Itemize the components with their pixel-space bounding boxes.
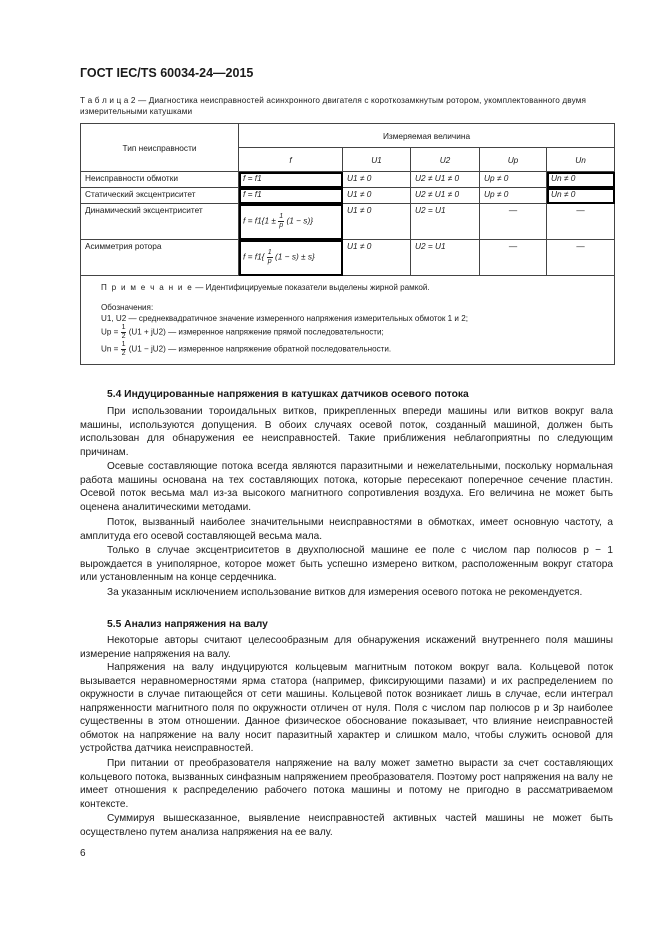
diagnostics-table [80, 123, 615, 365]
paragraph: При питании от преобразователя напряжение на валу может заметно вырасти за счет составляющих кольцевого потока, вызванных синфазным напряжением преобразователя. Поэтому рост напряжения на валу не имеет отношения к распределению рабочего потока машины и потому не пригодно в рассматриваемом контексте. [80, 758, 613, 810]
note-text: — Идентифицируемые показатели выделены жирной рамкой. [193, 283, 430, 292]
document-header: ГОСТ IEC/TS 60034-24—2015 [80, 66, 254, 80]
value-un: Un ≠ 0 [547, 172, 615, 188]
value-u2: U2 ≠ U1 ≠ 0 [411, 188, 480, 204]
fraction [121, 324, 127, 341]
header-un: Un [547, 148, 615, 172]
value-un: — [547, 240, 615, 276]
header-up: Up [480, 148, 547, 172]
value-up: — [480, 204, 547, 240]
designation-un-rhs: (U1 − jU2) — измеренное напряжение обратной последовательности. [128, 344, 392, 354]
fault-type-cell: Асимметрия ротора [81, 240, 239, 276]
header-measured-value: Измеряемая величина [239, 124, 615, 148]
fraction-numerator: 1 [279, 213, 284, 220]
fraction-denominator: p [267, 258, 272, 265]
table-note [81, 276, 615, 365]
formula-prefix: f = f1{1 ± [243, 215, 276, 226]
fraction-numerator: 1 [121, 341, 126, 348]
page-number: 6 [80, 848, 86, 859]
fraction-denominator: p [279, 222, 284, 229]
paragraph: При использовании тороидальных витков, прикрепленных впереди машины или витков вокруг вала машины, используются допущения. В обоих случаях осевой поток, созданный машиной, должен быть использован для обнаружения ее неисправностей. Такие приближения неблагоприятны по следующим причинам. [80, 406, 613, 458]
fault-type-cell: Динамический эксцентриситет [81, 204, 239, 240]
fraction [121, 341, 127, 358]
value-un: — [547, 204, 615, 240]
fault-type-cell: Статический эксцентриситет [81, 188, 239, 204]
value-u2: U2 = U1 [411, 204, 480, 240]
value-up: — [480, 240, 547, 276]
formula-suffix: (1 − s) ± s} [274, 251, 315, 262]
table-row [81, 204, 615, 240]
paragraph: Осевые составляющие потока всегда являются паразитными и нежелательными, поскольку нормальная работа машины основана на тех составляющих потока, которые пересекают поперечное сечение пластин. Осевой поток весьма мал из-за высокого магнитного сопротивления воздуха. Его величина не может быть оценена аналитическими методами. [80, 461, 613, 513]
value-u2: U2 = U1 [411, 240, 480, 276]
paragraph: Напряжения на валу индуцируются кольцевым магнитным потоком вокруг вала. Кольцевой поток вызывается неравномерностями ярма статора (например, фиксирующими пазами) и их распределением по окружности в случае питающейся от сети машины. Кольцевой поток возникает лишь в случае, если интеграл напряженности магнитного поля по окружности отличен от нуля. Поля с числом пар полюсов p и 3p наиболее существенны в этом отношении. Данное физическое обоснование показывает, что влияние неисправностей обмоток на напряжение на валу носит паразитный характер и слишком мало, чтобы служить основой для устройства датчика неисправностей. [80, 662, 613, 754]
paragraph: Только в случае эксцентриситетов в двухполюсной машине ее поле с числом пар полюсов p − 1 вырождается в униполярное, которое может быть успешно измерено витком, расположенным вокруг статора или установленным на конце сердечника. [80, 545, 613, 583]
designation-up-lhs: Up = [101, 327, 119, 337]
fault-type-cell: Неисправности обмотки [81, 172, 239, 188]
value-f [239, 204, 343, 240]
paragraph: Некоторые авторы считают целесообразным для обнаружения искажений внутреннего поля машины измерение напряжения на валу. [80, 635, 613, 660]
table-row [81, 188, 615, 204]
value-u2: U2 ≠ U1 ≠ 0 [411, 172, 480, 188]
section-title-5-5: 5.5 Анализ напряжения на валу [107, 619, 268, 630]
paragraph: Поток, вызванный наиболее значительными неисправностями в обмотках, имеет основную частоту, а амплитуда его осевой составляющей весьма мала. [80, 517, 613, 542]
table-row [81, 240, 615, 276]
table-caption: Т а б л и ц а 2 — Диагностика неисправностей асинхронного двигателя с короткозамкнутым ротором, укомплектованного двумя измерительными катушками [80, 96, 587, 116]
designation-line-u1-u2: U1, U2 — среднеквадратичное значение измеренного напряжения измерительных обмоток 1 и 2; [101, 314, 468, 323]
value-f: f = f1 [239, 188, 343, 204]
paragraph: Суммируя вышесказанное, выявление неисправностей активных частей машины не может быть осуществлено путем анализа напряжения на ее валу. [80, 813, 613, 838]
value-u1: U1 ≠ 0 [343, 188, 411, 204]
value-up: Up ≠ 0 [480, 172, 547, 188]
value-f: f = f1 [239, 172, 343, 188]
designation-up-rhs: (U1 + jU2) — измеренное напряжение прямой последовательности; [128, 327, 384, 337]
designation-un-lhs: Un = [101, 344, 119, 354]
section-title-5-4: 5.4 Индуцированные напряжения в катушках датчиков осевого потока [107, 389, 469, 400]
designations-title: Обозначения: [101, 303, 154, 312]
value-u1: U1 ≠ 0 [343, 240, 411, 276]
header-u1: U1 [343, 148, 411, 172]
header-f: f [239, 148, 343, 172]
fraction-denominator: 2 [121, 333, 126, 340]
fraction-numerator: 1 [121, 324, 126, 331]
paragraph: За указанным исключением использование витков для измерения осевого потока не рекомендуется. [107, 587, 583, 598]
note-label: П р и м е ч а н и е [101, 283, 194, 292]
value-u1: U1 ≠ 0 [343, 204, 411, 240]
formula-prefix: f = f1{ [243, 251, 265, 262]
value-f [239, 240, 343, 276]
fraction-denominator: 2 [121, 350, 126, 357]
header-fault-type: Тип неисправности [81, 124, 239, 172]
value-u1: U1 ≠ 0 [343, 172, 411, 188]
value-up: Up ≠ 0 [480, 188, 547, 204]
fraction-numerator: 1 [267, 249, 272, 256]
fraction [278, 213, 284, 230]
formula-suffix: (1 − s)} [286, 215, 313, 226]
fraction [267, 249, 273, 266]
value-un: Un ≠ 0 [547, 188, 615, 204]
table-row [81, 172, 615, 188]
header-u2: U2 [411, 148, 480, 172]
